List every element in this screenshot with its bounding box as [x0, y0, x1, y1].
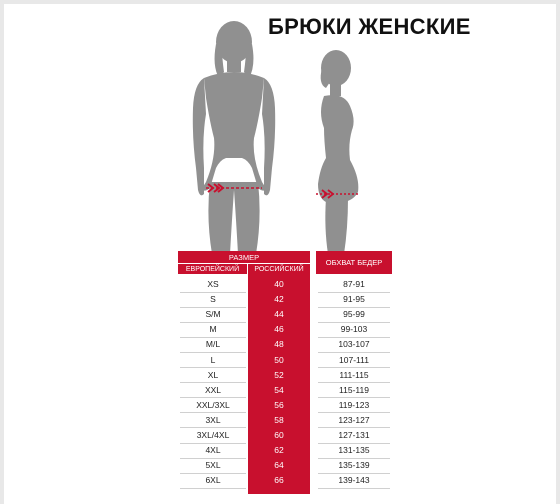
cell-russian-size: 50 [274, 354, 284, 365]
cell-hip-girth: 115-119 [339, 384, 369, 395]
cell-hip-girth: 123-127 [338, 414, 370, 425]
cell-hip-girth: 91-95 [343, 294, 365, 305]
cell-hip-girth: 107-111 [339, 354, 369, 365]
cell-hip-girth: 127-131 [338, 430, 370, 440]
cell-european-size: XL [207, 369, 219, 380]
cell-russian-size: 46 [274, 324, 284, 335]
cell-european-size: XS [207, 279, 219, 289]
cell-hip-girth: 95-99 [343, 309, 365, 320]
table-row [0, 307, 560, 322]
table-row [0, 458, 560, 473]
table-row [0, 398, 560, 413]
table-row [0, 383, 560, 398]
cell-russian-size: 54 [274, 384, 284, 395]
table-row [0, 353, 560, 368]
table-row [0, 277, 560, 292]
cell-russian-size: 62 [274, 445, 284, 456]
cell-european-size: 6XL [205, 475, 221, 486]
cell-russian-size: 56 [274, 399, 284, 410]
frame-top [0, 0, 560, 4]
cell-russian-size: 60 [274, 430, 284, 440]
cell-european-size: XXL [204, 384, 222, 395]
cell-russian-size: 42 [274, 294, 284, 305]
cell-hip-girth: 131-135 [338, 445, 370, 456]
page-title: БРЮКИ ЖЕНСКИЕ [268, 14, 471, 39]
header-russian: РОССИЙСКИЙ [248, 264, 310, 274]
cell-hip-girth: 111-115 [339, 369, 369, 380]
cell-european-size: 4XL [205, 445, 221, 456]
header-size-group: РАЗМЕР [178, 251, 310, 263]
cell-russian-size: 64 [274, 460, 284, 471]
cell-european-size: S/M [205, 309, 221, 320]
cell-russian-size: 40 [274, 279, 284, 289]
table-row [0, 428, 560, 443]
cell-european-size: S [210, 294, 216, 305]
table-row [0, 473, 560, 488]
side-silhouette-figure [304, 48, 368, 254]
cell-russian-size: 58 [274, 414, 284, 425]
cell-hip-girth: 135-139 [338, 460, 370, 471]
cell-russian-size: 48 [274, 339, 284, 350]
table-row [0, 322, 560, 337]
table-row [0, 413, 560, 428]
cell-european-size: L [210, 354, 216, 365]
cell-russian-size: 44 [274, 309, 284, 320]
cell-european-size: M/L [205, 339, 221, 350]
front-silhouette-figure [182, 18, 286, 254]
cell-hip-girth: 103-107 [338, 339, 370, 350]
cell-european-size: 3XL/4XL [196, 430, 230, 440]
row-divider [180, 488, 246, 489]
cell-hip-girth: 99-103 [340, 324, 368, 335]
cell-hip-girth: 139-143 [338, 475, 370, 486]
table-row [0, 443, 560, 458]
header-hip-girth: ОБХВАТ БЕДЕР [316, 251, 392, 274]
row-divider [318, 488, 390, 489]
cell-russian-size: 52 [274, 369, 284, 380]
cell-hip-girth: 119-123 [338, 399, 370, 410]
cell-european-size: 5XL [205, 460, 221, 471]
table-row [0, 292, 560, 307]
table-row [0, 337, 560, 352]
header-european: ЕВРОПЕЙСКИЙ [178, 264, 247, 274]
cell-russian-size: 66 [274, 475, 284, 486]
table-row [0, 368, 560, 383]
cell-european-size: XXL/3XL [196, 399, 230, 410]
cell-european-size: M [209, 324, 217, 335]
cell-hip-girth: 87-91 [343, 279, 365, 289]
cell-european-size: 3XL [205, 414, 221, 425]
